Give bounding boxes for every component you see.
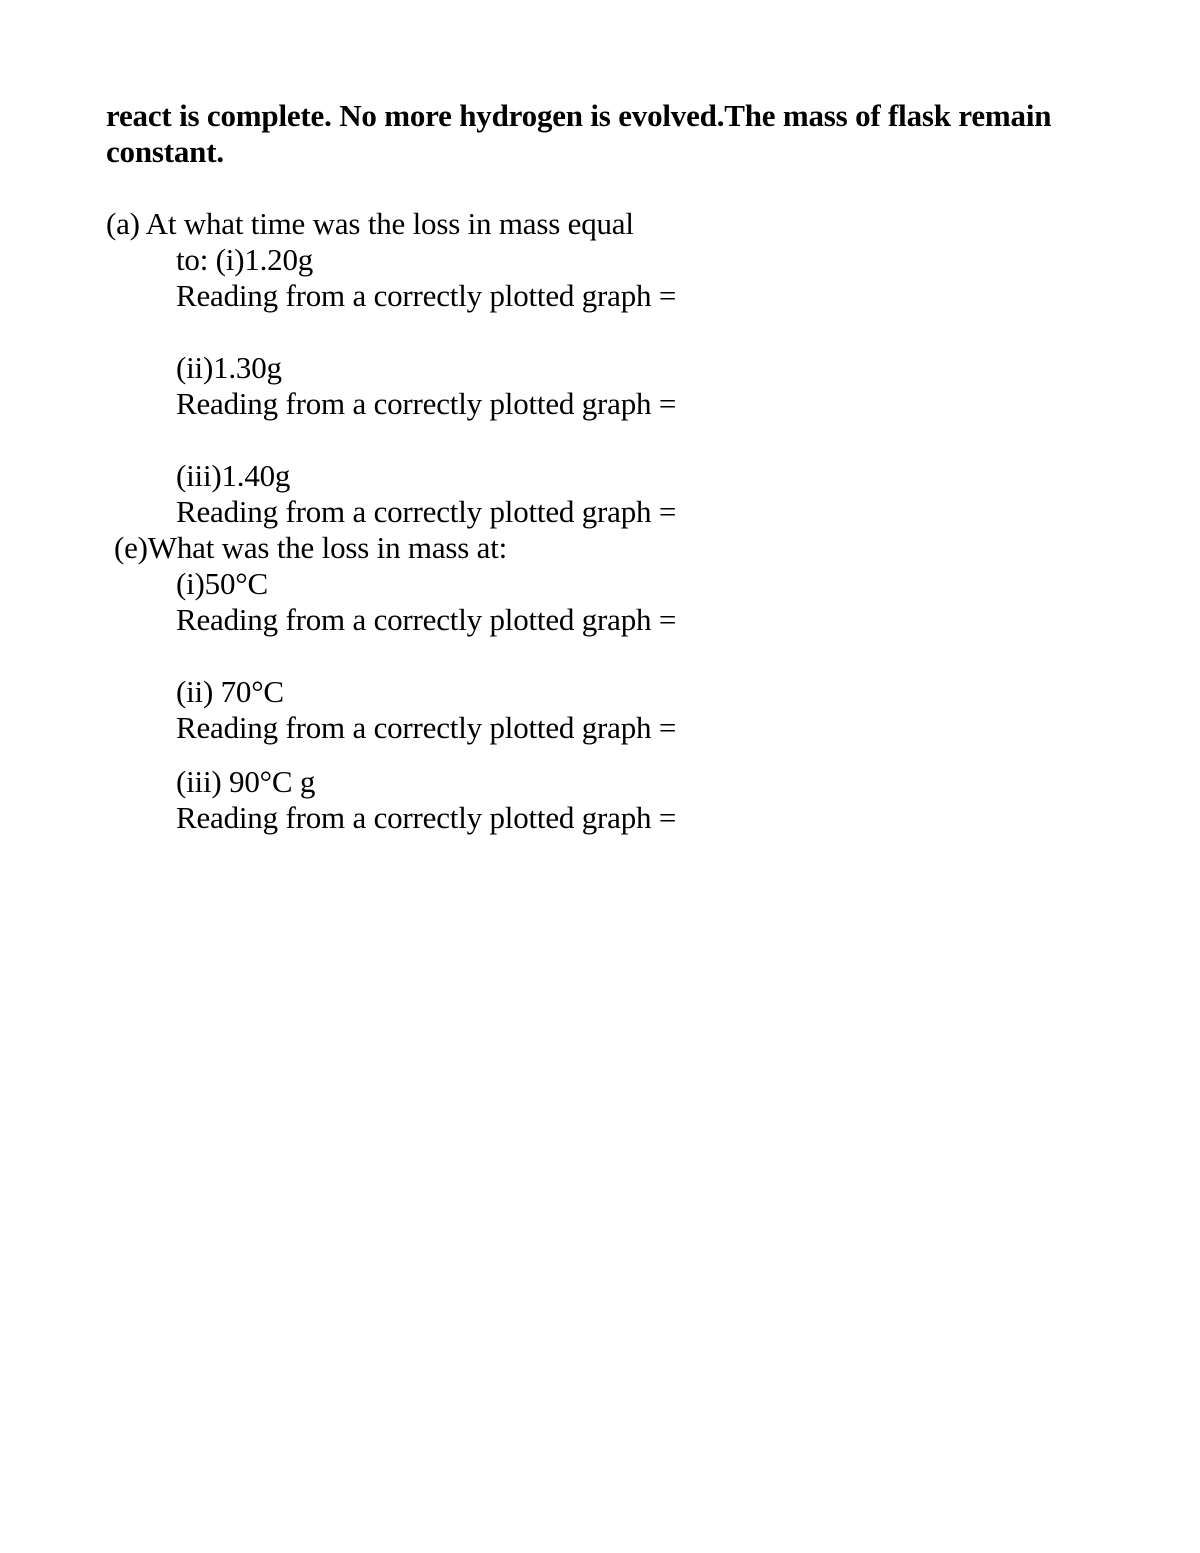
- question-a-prompt: (a) At what time was the loss in mass equal: [106, 206, 634, 241]
- intro-line-2: constant.: [106, 134, 224, 169]
- question-a-item-3-reading: Reading from a correctly plotted graph =: [176, 494, 677, 529]
- question-a-item-1-label: to: (i)1.20g: [176, 242, 314, 277]
- question-e-item-1-reading: Reading from a correctly plotted graph =: [176, 602, 677, 637]
- question-a-item-2-reading: Reading from a correctly plotted graph =: [176, 386, 677, 421]
- question-a-item-2-label: (ii)1.30g: [176, 350, 282, 385]
- question-a-item-3-label: (iii)1.40g: [176, 458, 291, 493]
- question-e-item-1-label: (i)50°C: [176, 566, 268, 601]
- question-e-item-3-label: (iii) 90°C g: [176, 764, 316, 799]
- intro-line-1: react is complete. No more hydrogen is evolved.The mass of flask remain: [106, 98, 1052, 133]
- question-a-item-1-reading: Reading from a correctly plotted graph =: [176, 278, 677, 313]
- question-e-item-3-reading: Reading from a correctly plotted graph =: [176, 800, 677, 835]
- question-e-item-2-label: (ii) 70°C: [176, 674, 284, 709]
- question-e-item-2-reading: Reading from a correctly plotted graph =: [176, 710, 677, 745]
- question-e-prompt: (e)What was the loss in mass at:: [114, 530, 508, 565]
